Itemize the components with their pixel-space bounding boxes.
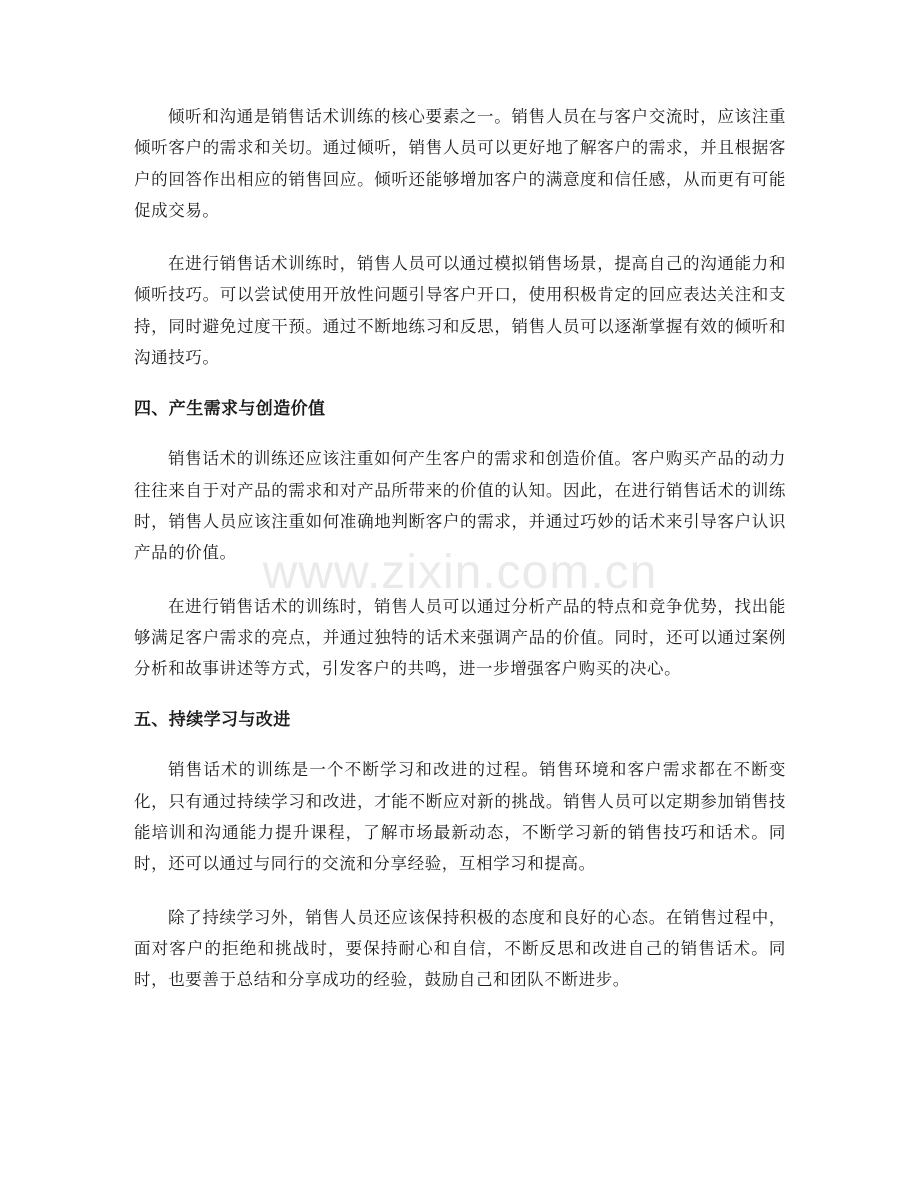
- watermark-text: www.zixin.com.cn: [262, 546, 658, 599]
- paragraph-learning-1: 销售话术的训练是一个不断学习和改进的过程。销售环境和客户需求都在不断变化，只有通过持续学习和改进，才能不断应对新的挑战。销售人员可以定期参加销售技能培训和沟通能力提升课程，了解市场最新动态，不断学习新的销售技巧和话术。同时，还可以通过与同行的交流和分享经验，互相学习和提高。: [134, 760, 786, 874]
- paragraph-listening-1: 倾听和沟通是销售话术训练的核心要素之一。销售人员在与客户交流时，应该注重倾听客户的需求和关切。通过倾听，销售人员可以更好地了解客户的需求，并且根据客户的回答作出相应的销售回应。倾听还能够增加客户的满意度和信任感，从而更有可能促成交易。: [134, 107, 786, 220]
- paragraph-learning-2: 除了持续学习外，销售人员还应该保持积极的态度和良好的心态。在销售过程中，面对客户的拒绝和挑战时，要保持耐心和自信，不断反思和改进自己的销售话术。同时，也要善于总结和分享成功的经验，鼓励自己和团队不断进步。: [134, 907, 786, 990]
- section-heading-5: 五、持续学习与改进: [134, 710, 291, 731]
- document-body: [134, 101, 786, 1018]
- paragraph-value-2: 在进行销售话术的训练时，销售人员可以通过分析产品的特点和竞争优势，找出能够满足客户需求的亮点，并通过独特的话术来强调产品的价值。同时，还可以通过案例分析和故事讲述等方式，引发客户的共鸣，进一步增强客户购买的决心。: [134, 596, 786, 679]
- paragraph-value-1: 销售话术的训练还应该注重如何产生客户的需求和创造价值。客户购买产品的动力往往来自于对产品的需求和对产品所带来的价值的认知。因此，在进行销售话术的训练时，销售人员应该注重如何准确地判断客户的需求，并通过巧妙的话术来引导客户认识产品的价值。: [134, 449, 786, 563]
- paragraph-listening-2: 在进行销售话术训练时，销售人员可以通过模拟销售场景，提高自己的沟通能力和倾听技巧。可以尝试使用开放性问题引导客户开口，使用积极肯定的回应表达关注和支持，同时避免过度干预。通过不断地练习和反思，销售人员可以逐渐掌握有效的倾听和沟通技巧。: [134, 254, 786, 368]
- section-heading-4: 四、产生需求与创造价值: [134, 399, 326, 420]
